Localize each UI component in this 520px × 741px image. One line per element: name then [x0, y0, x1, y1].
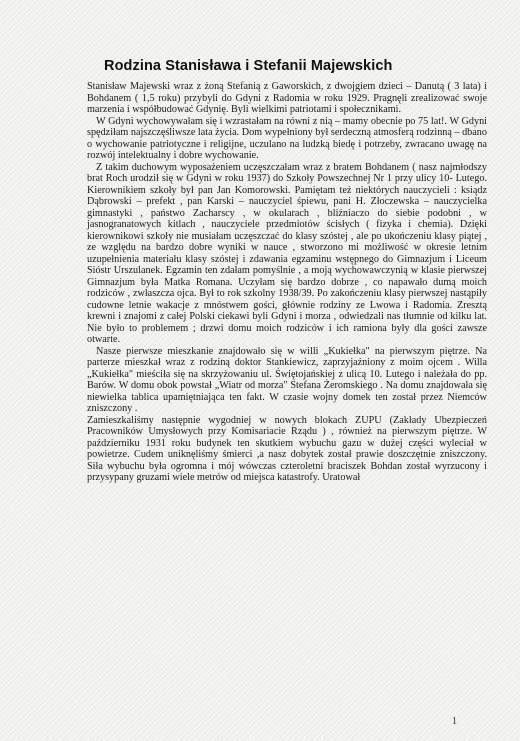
- paragraph-5: Zamieszkaliśmy następnie wygodniej w nowych blokach ZUPU (Zakłady Ubezpieczeń Pracowników Umysłowych przy Komisariacie Rządu ) , również na pierwszym piętrze. W październiku 1931 roku budynek ten skutkiem wybuchu gazu w dużej części wyleciał w powietrze. Cudem uniknęliśmy śmierci ,a nasz dobytek został prawie doszczętnie zniszczony. Siła wybuchu była ogromna i mój wówczas czteroletni braciszek Bohdan został wyrzucony i przysypany gruzami wiele metrów od miejsca katastrofy. Uratował: [87, 414, 487, 483]
- document-title: Rodzina Stanisława i Stefanii Majewskich: [104, 58, 393, 74]
- paragraph-4: Nasze pierwsze mieszkanie znajdowało się w willi „Kukiełka" na pierwszym piętrze. Na parterze mieszkał wraz z rodziną doktor Stankiewicz, zaprzyjaźniony z moim ojcem . Willa „Kukiełka" mieściła się na skrzyżowaniu ul. Świętojańskiej z ulicą 10. Lutego i należała do pp. Barów. W domu obok powstał „Wiatr od morza" Stefana Żeromskiego . Na domu znajdowała się niewielka tablica upamiętniająca ten fakt. W czasie wojny domek ten został przez Niemców zniszczony .: [87, 345, 487, 414]
- page-number: 1: [452, 716, 457, 727]
- paragraph-2: W Gdyni wychowywałam się i wzrastałam na równi z nią – mamy obecnie po 75 lat!. W Gdyni spędziłam najszczęśliwsze lata życia. Dom wypełniony był serdeczną atmosferą rodzinną – dbano o wychowanie patriotyczne i religijne, uczulano na ludzką biedę i potrzeby, zwracano uwagę na rozwój intelektualny i dobre wychowanie.: [87, 115, 487, 161]
- paragraph-1: Stanisław Majewski wraz z żoną Stefanią z Gaworskich, z dwojgiem dzieci – Danutą ( 3 lata) i Bohdanem ( 1,5 roku) przybyli do Gdyni z Radomia w roku 1929. Pragnęli zrealizować swoje marzenia i współbudować Gdynię. Byli wielkimi patriotami i społecznikami.: [87, 81, 487, 115]
- paragraph-3: Z takim duchowym wyposażeniem uczęszczałam wraz z bratem Bohdanem ( nasz najmłodszy brat Roch urodził się w Gdyni w roku 1937) do Szkoły Powszechnej Nr 1 przy ulicy 10- Lutego. Kierownikiem szkoły był pan Jan Komorowski. Pamiętam też niektórych nauczycieli : ksiądz Dąbrowski – prefekt , pan Karski – nauczyciel śpiewu, pani H. Złoczewska – nauczycielka gimnastyki , państwo Zacharscy , w okularach , bliźniaczo do siebie podobni , w jasnogranatowych kitlach , nauczyciele przedmiotów ścisłych ( fizyka i chemia). Dzięki kierownikowi szkoły nie musiałam uczęszczać do klasy szóstej , ale po ukończeniu klasy piątej , ze względu na bardzo dobre wyniki w nauce , stworzono mi możliwość w okresie letnim uzupełnienia materiału klasy szóstej i zdawania egzaminu wstępnego do Gimnazjum i Liceum Sióstr Urszulanek. Egzamin ten zdałam pomyślnie , a moją wychowawczynią w klasie pierwszej Gimnazjum była Matka Romana. Uczyłam się bardzo dobrze , co napawało dumą moich rodziców , zwłaszcza ojca. Był to rok szkolny 1938/39. Po zakończeniu klasy pierwszej nastąpiły cudowne letnie wakacje z mnóstwem gości, głównie rodziny ze Lwowa i Radomia. Zresztą krewni i znajomi z całej Polski ciekawi byli Gdyni i morza , odwiedzali nas tłumnie od kilku lat. Nie było to problemem ; drzwi domu moich rodziców i ich ramiona były dla gości zawsze otwarte.: [87, 161, 487, 345]
- document-body: [87, 81, 487, 484]
